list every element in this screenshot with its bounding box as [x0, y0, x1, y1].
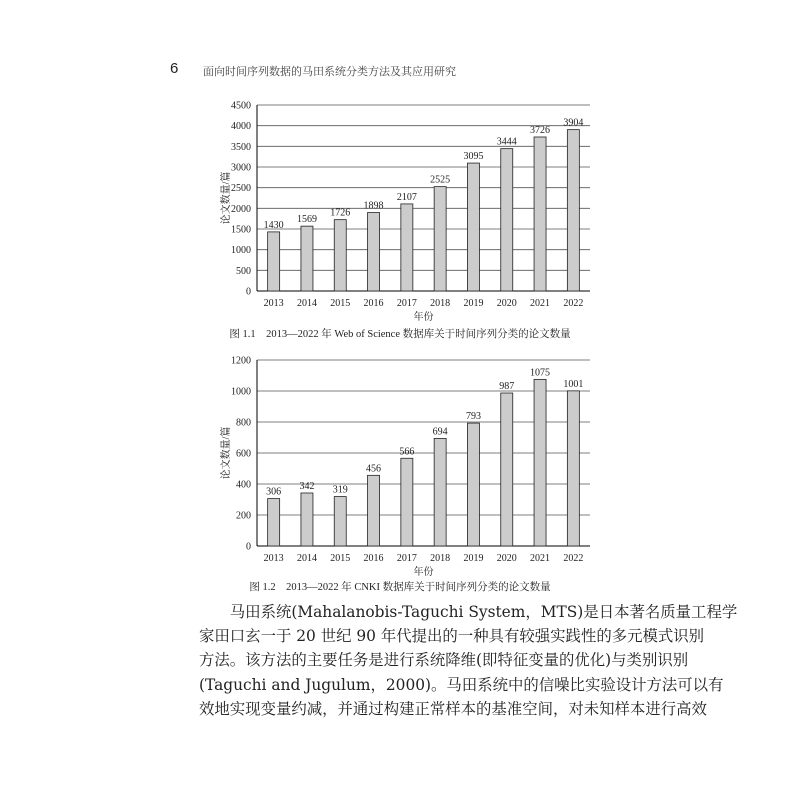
x-tick-label: 2015	[330, 553, 351, 564]
body-line: 方法。该方法的主要任务是进行系统降维(即特征变量的优化)与类别识别	[199, 651, 689, 670]
data-label: 566	[399, 446, 415, 458]
y-tick-label: 0	[246, 541, 251, 553]
x-tick-label: 2014	[296, 553, 317, 564]
data-label: 319	[332, 484, 348, 496]
figure-caption-1-1: 图 1.1 2013—2022 年 Web of Science 数据库关于时间序列分类的论文数量	[229, 329, 571, 340]
page-number: 6	[170, 60, 179, 77]
data-label: 1001	[563, 378, 584, 390]
data-label: 1898	[363, 200, 384, 212]
data-label: 3726	[530, 124, 551, 136]
x-tick-label: 2016	[363, 553, 384, 564]
bar-2022	[567, 130, 579, 291]
body-line: 家田口玄一于 20 世纪 90 年代提出的一种具有较强实践性的多元模式识别	[199, 627, 705, 646]
bar-2020	[501, 149, 513, 291]
y-tick-label: 600	[236, 448, 251, 460]
x-tick-label: 2015	[330, 298, 351, 309]
data-label: 2525	[430, 174, 451, 186]
data-label: 3904	[563, 117, 584, 129]
bar-2019	[467, 423, 479, 546]
body-line: (Taguchi and Jugulum，2000)。马田系统中的信噪比实验设计方法可以有	[199, 675, 724, 694]
bar-2017	[401, 204, 413, 291]
body-text	[199, 600, 738, 721]
y-tick-label: 3500	[231, 141, 251, 153]
data-label: 1726	[330, 207, 351, 219]
bar-2018	[434, 187, 446, 291]
bar-2016	[368, 475, 380, 546]
x-tick-label: 2018	[430, 553, 451, 564]
bar-2015	[334, 220, 346, 291]
x-tick-label: 2021	[530, 298, 551, 309]
y-tick-label: 1000	[231, 386, 251, 398]
bar-2022	[567, 391, 579, 546]
bar-2019	[467, 163, 479, 291]
x-tick-label: 2022	[563, 298, 584, 309]
body-line: 马田系统(Mahalanobis-Taguchi System，MTS)是日本著名质量工程学	[199, 603, 738, 621]
figure-caption-1-2: 图 1.2 2013—2022 年 CNKI 数据库关于时间序列分类的论文数量	[249, 582, 551, 593]
y-axis-label: 论文数量/篇	[221, 171, 232, 225]
x-tick-label: 2016	[363, 298, 384, 309]
running-title: 面向时间序列数据的马田系统分类方法及其应用研究	[203, 65, 456, 78]
y-tick-label: 2500	[231, 183, 251, 195]
bar-2013	[268, 499, 280, 546]
data-label: 694	[432, 426, 448, 438]
x-tick-label: 2019	[463, 553, 484, 564]
x-tick-label: 2020	[496, 553, 517, 564]
y-tick-label: 3000	[231, 162, 251, 174]
data-label: 1075	[530, 367, 551, 379]
x-tick-label: 2017	[396, 298, 417, 309]
data-label: 306	[266, 486, 282, 498]
x-tick-label: 2019	[463, 298, 484, 309]
x-axis-label: 年份	[413, 312, 434, 323]
y-tick-label: 0	[246, 286, 251, 298]
bar-2020	[501, 393, 513, 546]
bar-2016	[368, 213, 380, 291]
y-axis-label: 论文数量/篇	[221, 426, 232, 480]
data-label: 3095	[463, 151, 484, 163]
x-tick-label: 2014	[296, 298, 317, 309]
bar-2013	[268, 232, 280, 291]
data-label: 2107	[396, 191, 417, 203]
y-tick-label: 1500	[231, 224, 251, 236]
body-line: 效地实现变量约减，并通过构建正常样本的基准空间，对未知样本进行高效	[199, 699, 707, 718]
y-tick-label: 4500	[231, 100, 251, 112]
x-tick-label: 2013	[263, 298, 284, 309]
bar-2014	[301, 226, 313, 291]
bar-2017	[401, 458, 413, 546]
x-tick-label: 2018	[430, 298, 451, 309]
bar-2014	[301, 493, 313, 546]
data-label: 3444	[496, 136, 517, 148]
bar-2015	[334, 497, 346, 546]
data-label: 987	[499, 381, 515, 393]
y-tick-label: 1000	[231, 245, 251, 257]
bar-2021	[534, 137, 546, 291]
data-label: 456	[366, 463, 382, 475]
y-tick-label: 200	[236, 510, 251, 522]
x-tick-label: 2020	[496, 298, 517, 309]
data-label: 793	[465, 411, 481, 423]
y-tick-label: 1200	[231, 355, 251, 367]
x-tick-label: 2017	[396, 553, 417, 564]
bar-2018	[434, 438, 446, 546]
data-label: 342	[299, 480, 315, 492]
x-tick-label: 2013	[263, 553, 284, 564]
y-tick-label: 2000	[231, 203, 251, 215]
x-axis-label: 年份	[413, 567, 434, 578]
y-tick-label: 4000	[231, 121, 251, 133]
y-tick-label: 800	[236, 417, 251, 429]
data-label: 1569	[296, 214, 317, 226]
bar-2021	[534, 379, 546, 546]
x-tick-label: 2021	[530, 553, 551, 564]
data-label: 1430	[263, 219, 284, 231]
y-tick-label: 400	[236, 479, 251, 491]
x-tick-label: 2022	[563, 553, 584, 564]
y-tick-label: 500	[236, 265, 251, 277]
